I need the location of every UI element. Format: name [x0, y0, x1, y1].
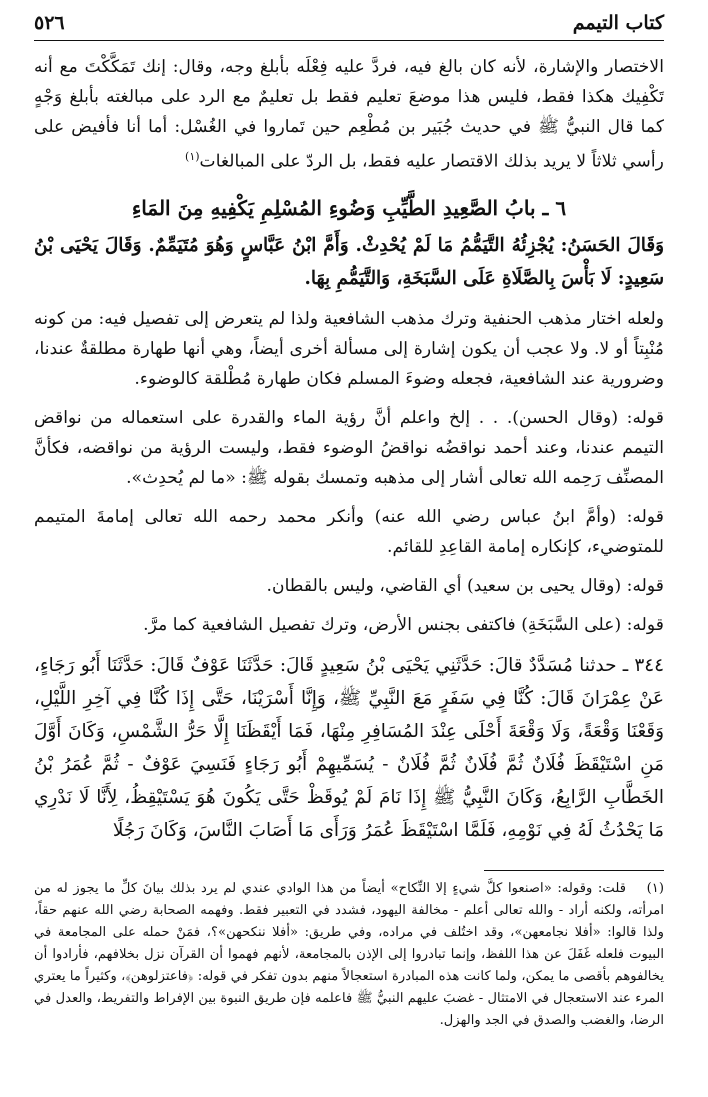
- footnote-ref: (١): [185, 150, 200, 163]
- book-title: كتاب التيمم: [572, 12, 664, 34]
- commentary-paragraph: قوله: (وقال يحيى بن سعيد) أي القاضي، وليس بالقطان.: [266, 575, 664, 596]
- footnotes: [34, 878, 664, 1032]
- commentary-paragraph: ولعله اختار مذهب الحنفية وترك مذهب الشافعية ولذا لم يتعرض إلى تفصيل فيه: من كونه مُنْبِتاً أو لا. ولا عجب أن يكون إشارة إلى مسألة أخرى أيضاً، وهي أنها طهارة مطلقةٌ عندنا، وضرورية عند الشافعية، فجعله وضوءَ المسلم فكان طهارة مُطْلقة كالوضوء.: [34, 308, 664, 389]
- chapter-matn: وَقَالَ الحَسَنُ: يُجْزِئُهُ التَّيَمُّمُ مَا لَمْ يُحْدِثْ. وَأَمَّ ابْنُ عَبَّاسٍ وَهُوَ مُتَيَمِّمٌ. وَقَالَ يَحْيَى بْنُ سَعِيدٍ: لَا بَأْسَ بِالصَّلَاةِ عَلَى السَّبَخَةِ، وَالتَّيَمُّمِ بِهَا.: [34, 234, 664, 289]
- commentary-paragraph: قوله: (وأمَّ ابنُ عباس رضي الله عنه) وأنكر محمد رحمه الله تعالى إمامةَ المتيمم للمتوضيء، كإنكاره إمامة القاعِدِ للقائم.: [34, 506, 664, 557]
- commentary-paragraph: قوله: (وقال الحسن). . . إلخ واعلم أنَّ رؤية الماء والقدرة على استعماله من نواقض التيمم عندنا، وعند أحمد نواقضُه نواقضُ الوضوء فقط، وليست الرؤية من نواقضه، فكأنَّ المصنِّف رَحِمه الله تعالى أشار إلى مذهبه وتمسك بقوله ﷺ: «ما لم يُحدِث».: [34, 407, 664, 488]
- hadith-text: ٣٤٤ ـ حدثنا مُسَدَّدٌ قالَ: حَدَّثَنِي يَحْيَى بْنُ سَعِيدٍ قَالَ: حَدَّثَنَا عَوْفٌ قَالَ: حَدَّثَنَا أَبُو رَجَاءٍ، عَنْ عِمْرَانَ قَالَ: كُنَّا فِي سَفَرٍ مَعَ النَّبِيِّ ﷺ، وَإِنَّا أَسْرَيْنَا، حَتَّى إِذَا كُنَّا فِي آخِرِ اللَّيْلِ، وَقَعْنَا وَقْعَةً، وَلَا وَقْعَةَ أَحْلَى عِنْدَ المُسَافِرِ مِنْهَا، فَمَا أَيْقَظَنَا إِلَّا حَرُّ الشَّمْسِ، وَكَانَ أَوَّلَ مَنِ اسْتَيْقَظَ فُلَانٌ ثُمَّ فُلَانٌ ثُمَّ فُلَانٌ - يُسَمِّيهِمْ أَبُو رَجَاءٍ فَنَسِيَ عَوْفٌ - ثُمَّ عُمَرُ بْنُ الخَطَّابِ الرَّابِعُ، وَكَانَ النَّبِيُّ ﷺ إِذَا نَامَ لَمْ يُوقَظْ حَتَّى يَكُونَ هُوَ يَسْتَيْقِظُ، لِأَنَّا لَا نَدْرِي مَا يَحْدُثُ لَهُ فِي نَوْمِهِ، فَلَمَّا اسْتَيْقَظَ عُمَرُ وَرَأَى مَا أَصَابَ النَّاسَ، وَكَانَ رَجُلًا: [34, 654, 664, 841]
- chapter-title: ٦ ـ بابُ الصَّعِيدِ الطَّيِّبِ وَضُوءِ المُسْلِمِ يَكْفِيهِ مِنَ المَاءِ: [131, 195, 567, 220]
- page-number: ٥٢٦: [34, 12, 65, 34]
- running-head: [34, 12, 664, 41]
- footnote-divider: [484, 870, 664, 871]
- intro-paragraph: الاختصار والإشارة، لأنه كان بالغ فيه، فردَّ عليه فِعْلَه بأبلغ وجه، وقال: إنك تَمَكَّكْتَ مع أنه تَكْفِيك هكذا فقط، فليس هذا موضعَ تعليم فقط بل تعليمٌ مع الرد على مبالغته بأبلغ وَجْهٍ كما قال النبيُّ ﷺ في حديث جُبَير بن مُطْعِم حين تَماروا في الغُسْل: أما أنا فأفيض على رأسي ثلاثاً لا يريد بذلك الاقتصار عليه فقط، بل الردّ على المبالغات$^{(١)}$: [34, 57, 664, 172]
- commentary-paragraph: قوله: (على السَّبَخَةِ) فاكتفى بجنس الأرض، وترك تفصيل الشافعية كما مرَّ.: [143, 614, 664, 635]
- footnote-number: (١): [646, 881, 664, 896]
- footnote-text: قلت: وقوله: «اصنعوا كلَّ شيءٍ إلا النِّكاح» أيضاً من هذا الوادي عندي لم يرد بذلك بيانَ كلِّ ما يجوز له من امرأته، ولكنه أراد - والله تعالى أعلم - مخالفة اليهود، فشدد في التعبير فقط. وفهمه الصحابة رضي الله عنهم حقاً، ولذا قالوا: «أفلا نجامعهن»، وقد اختُلف في مراده، وفي طريق: «أفلا ننكحهن»؟، فمَنْ حمله على المجامعة في البيوت فلعله غَفَلَ عن هذا اللفظ، وإنما تبادروا إلى الإذن بالمجامعة، لأنهم فهموا أن القرآن نزل بخلافهم، فأرادوا أن يخالفوهم بأقصى ما يمكن، ولما كانت هذه المبادرة استعجالاً منهم بدون تفكر في قوله: ﴿فاعتزلوهن﴾، وكثيراً ما يعتري المرء عند الاستعجال في الامتثال - غضبَ عليهم النبيُّ ﷺ فاعلمه فإن طريق النبوة بين الإفراط والتفريط، والعدل في الرضا، والغضب والصدق في الجد والهزل.: [34, 881, 664, 1028]
